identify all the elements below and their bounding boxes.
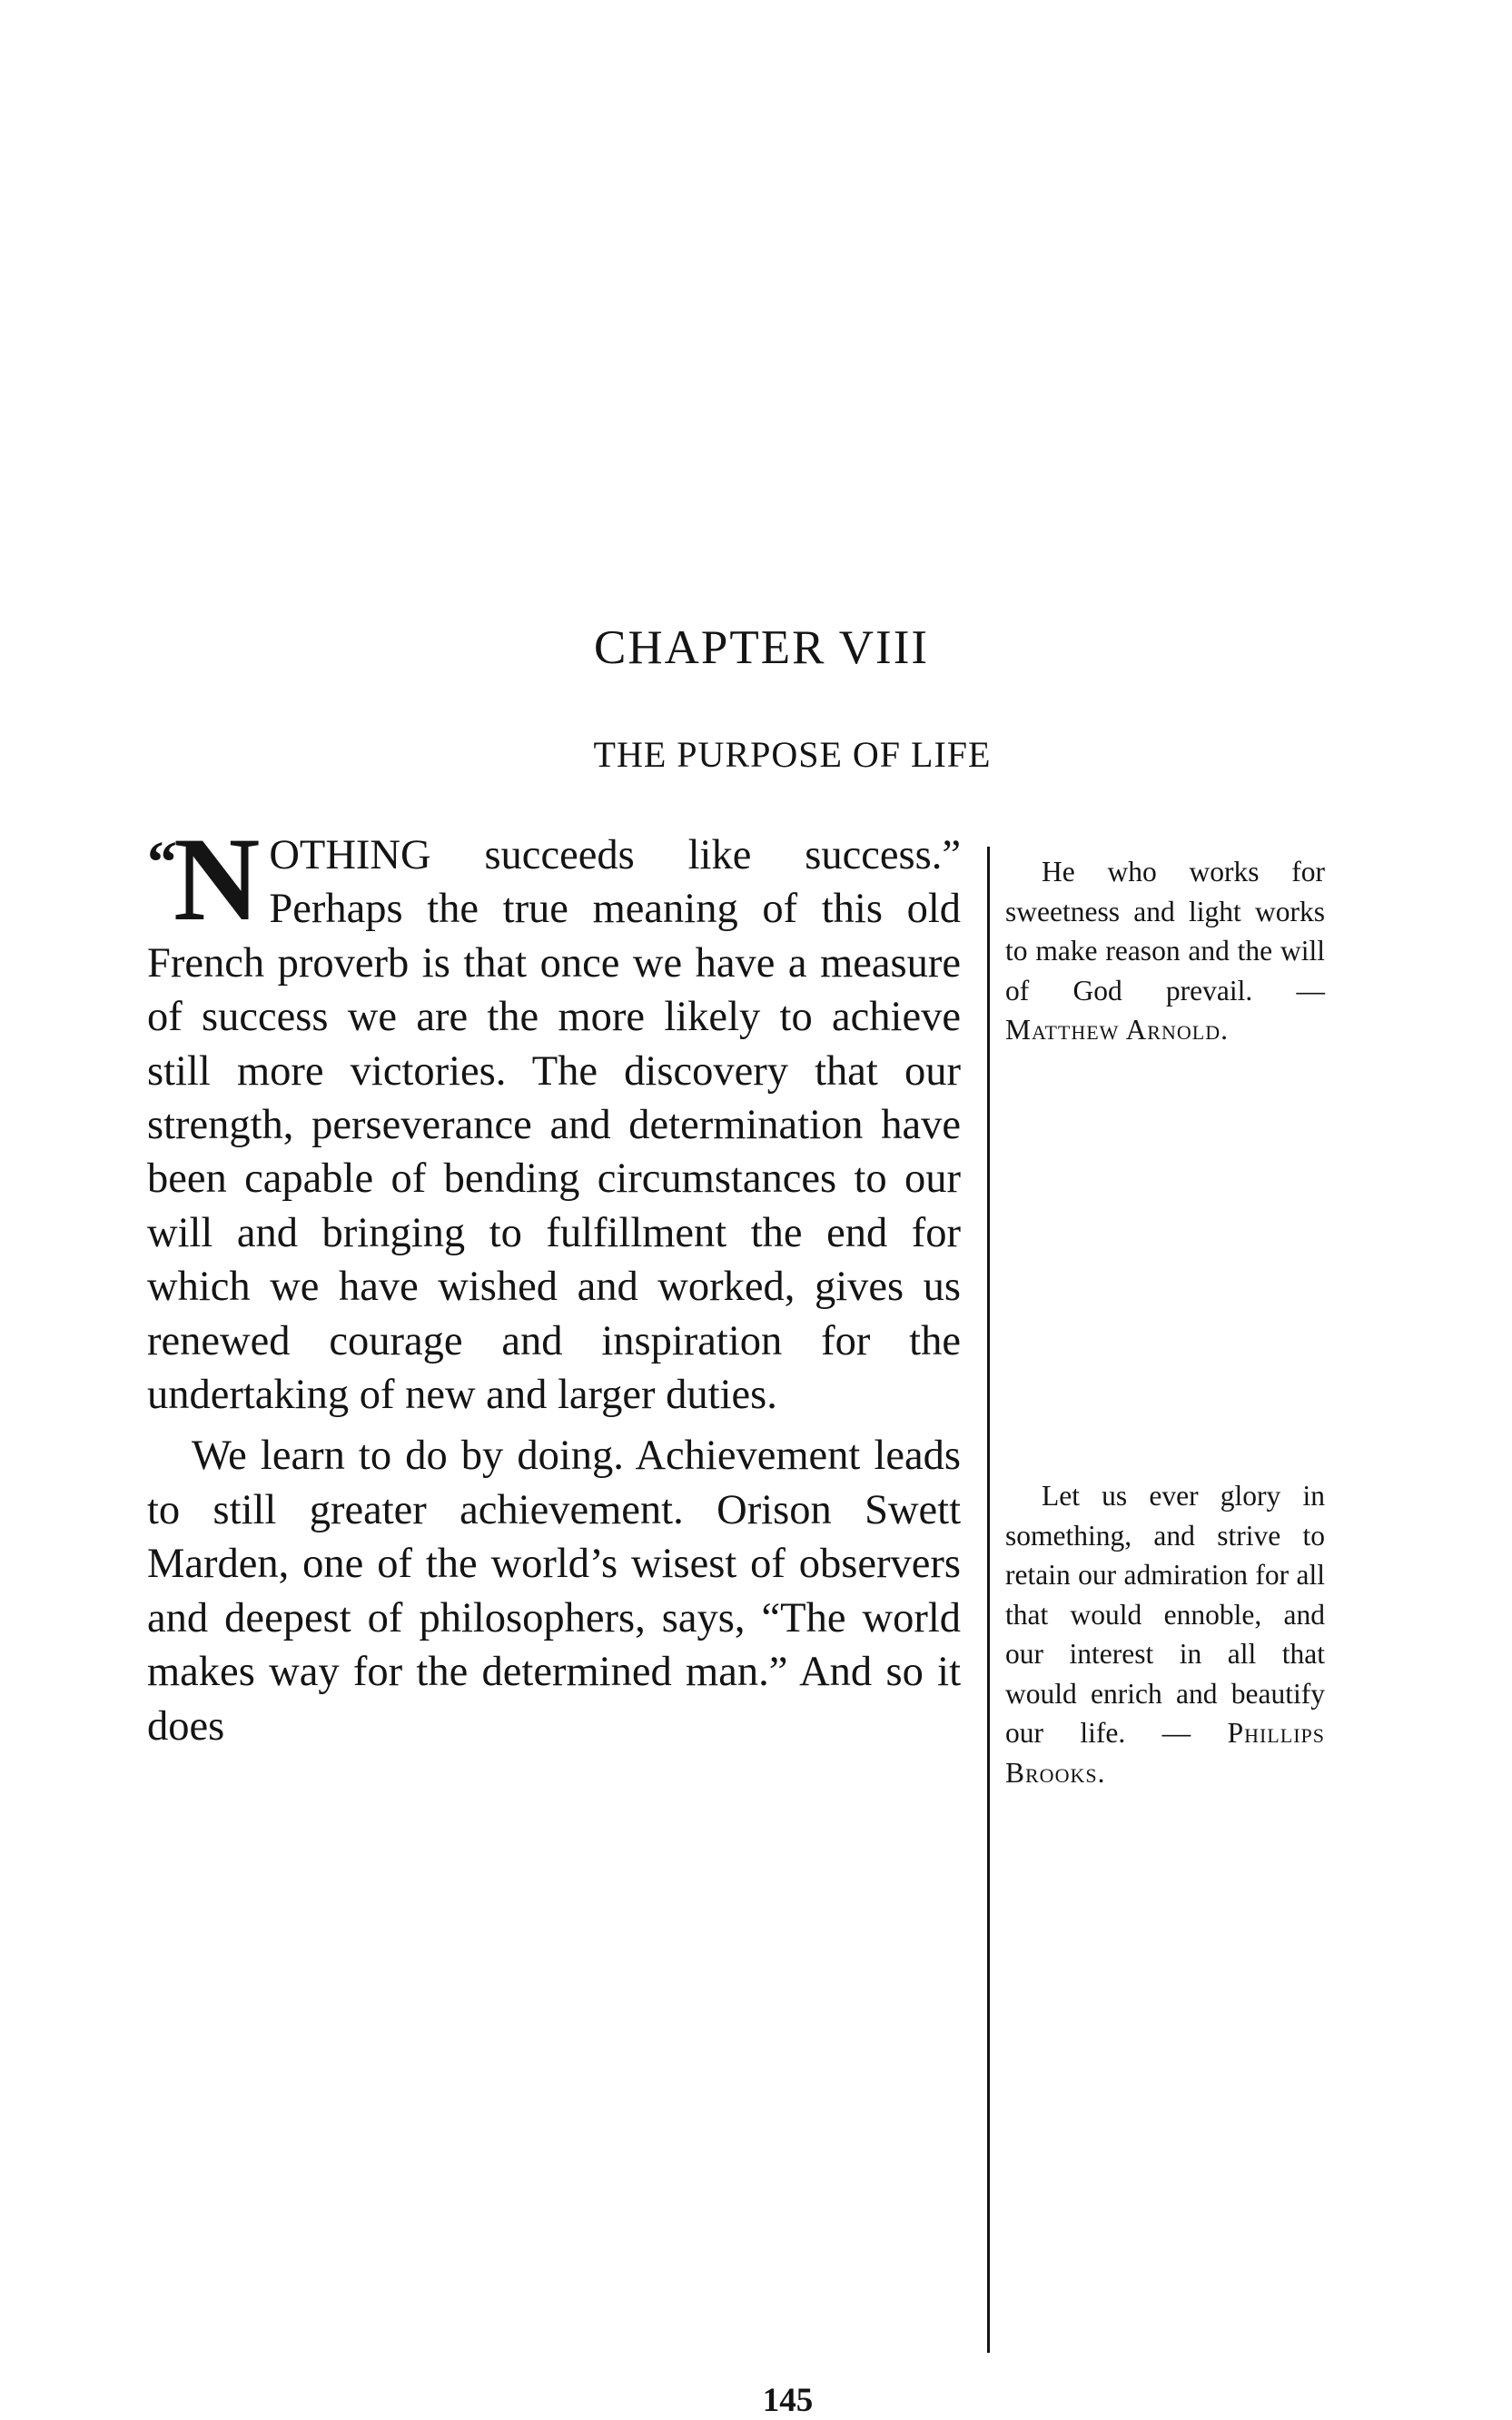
- drop-cap: [147, 812, 261, 946]
- sidenote-text: Let us ever glory in something, and strive to retain our admiration for all that would ennoble, and our interest in all that would enrich and beautify our life. —: [1005, 1480, 1325, 1749]
- drop-cap-quote: “: [147, 829, 177, 896]
- sidenote-author: Matthew Arnold.: [1005, 1014, 1229, 1046]
- first-paragraph: [147, 812, 961, 1422]
- margin-rule: [987, 847, 990, 2353]
- chapter-title: CHAPTER VIII: [594, 621, 929, 674]
- page-number: 145: [762, 2382, 814, 2419]
- sidenote-text: He who works for sweetness and light works to make reason and the will of God prevail. —: [1005, 856, 1325, 1007]
- sidenote-arnold: [1005, 852, 1325, 1050]
- drop-cap-letter: N: [173, 812, 261, 946]
- main-text: [147, 812, 961, 1753]
- sidenote-brooks: [1005, 1476, 1325, 1792]
- sidenote-author: Phillips Brooks.: [1005, 1717, 1325, 1789]
- first-paragraph-text: OTHING succeeds like success.” Perhaps the true meaning of this old French proverb is that once we have a measure of success we are the more likely to achieve still more victories. The discovery that our strength, perseverance and determination have been capable of bending circumstances to our will and bringing to fulfillment the end for which we have wished and worked, gives us renewed courage and inspiration for the undertaking of new and larger duties.: [147, 832, 961, 1419]
- second-paragraph: We learn to do by doing. Achievement leads to still greater achievement. Orison Swett Marden, one of the world’s wisest of observers and deepest of philosophers, says, “The world makes way for the determined man.” And so it does: [147, 1433, 961, 1750]
- chapter-subtitle: THE PURPOSE OF LIFE: [593, 734, 992, 775]
